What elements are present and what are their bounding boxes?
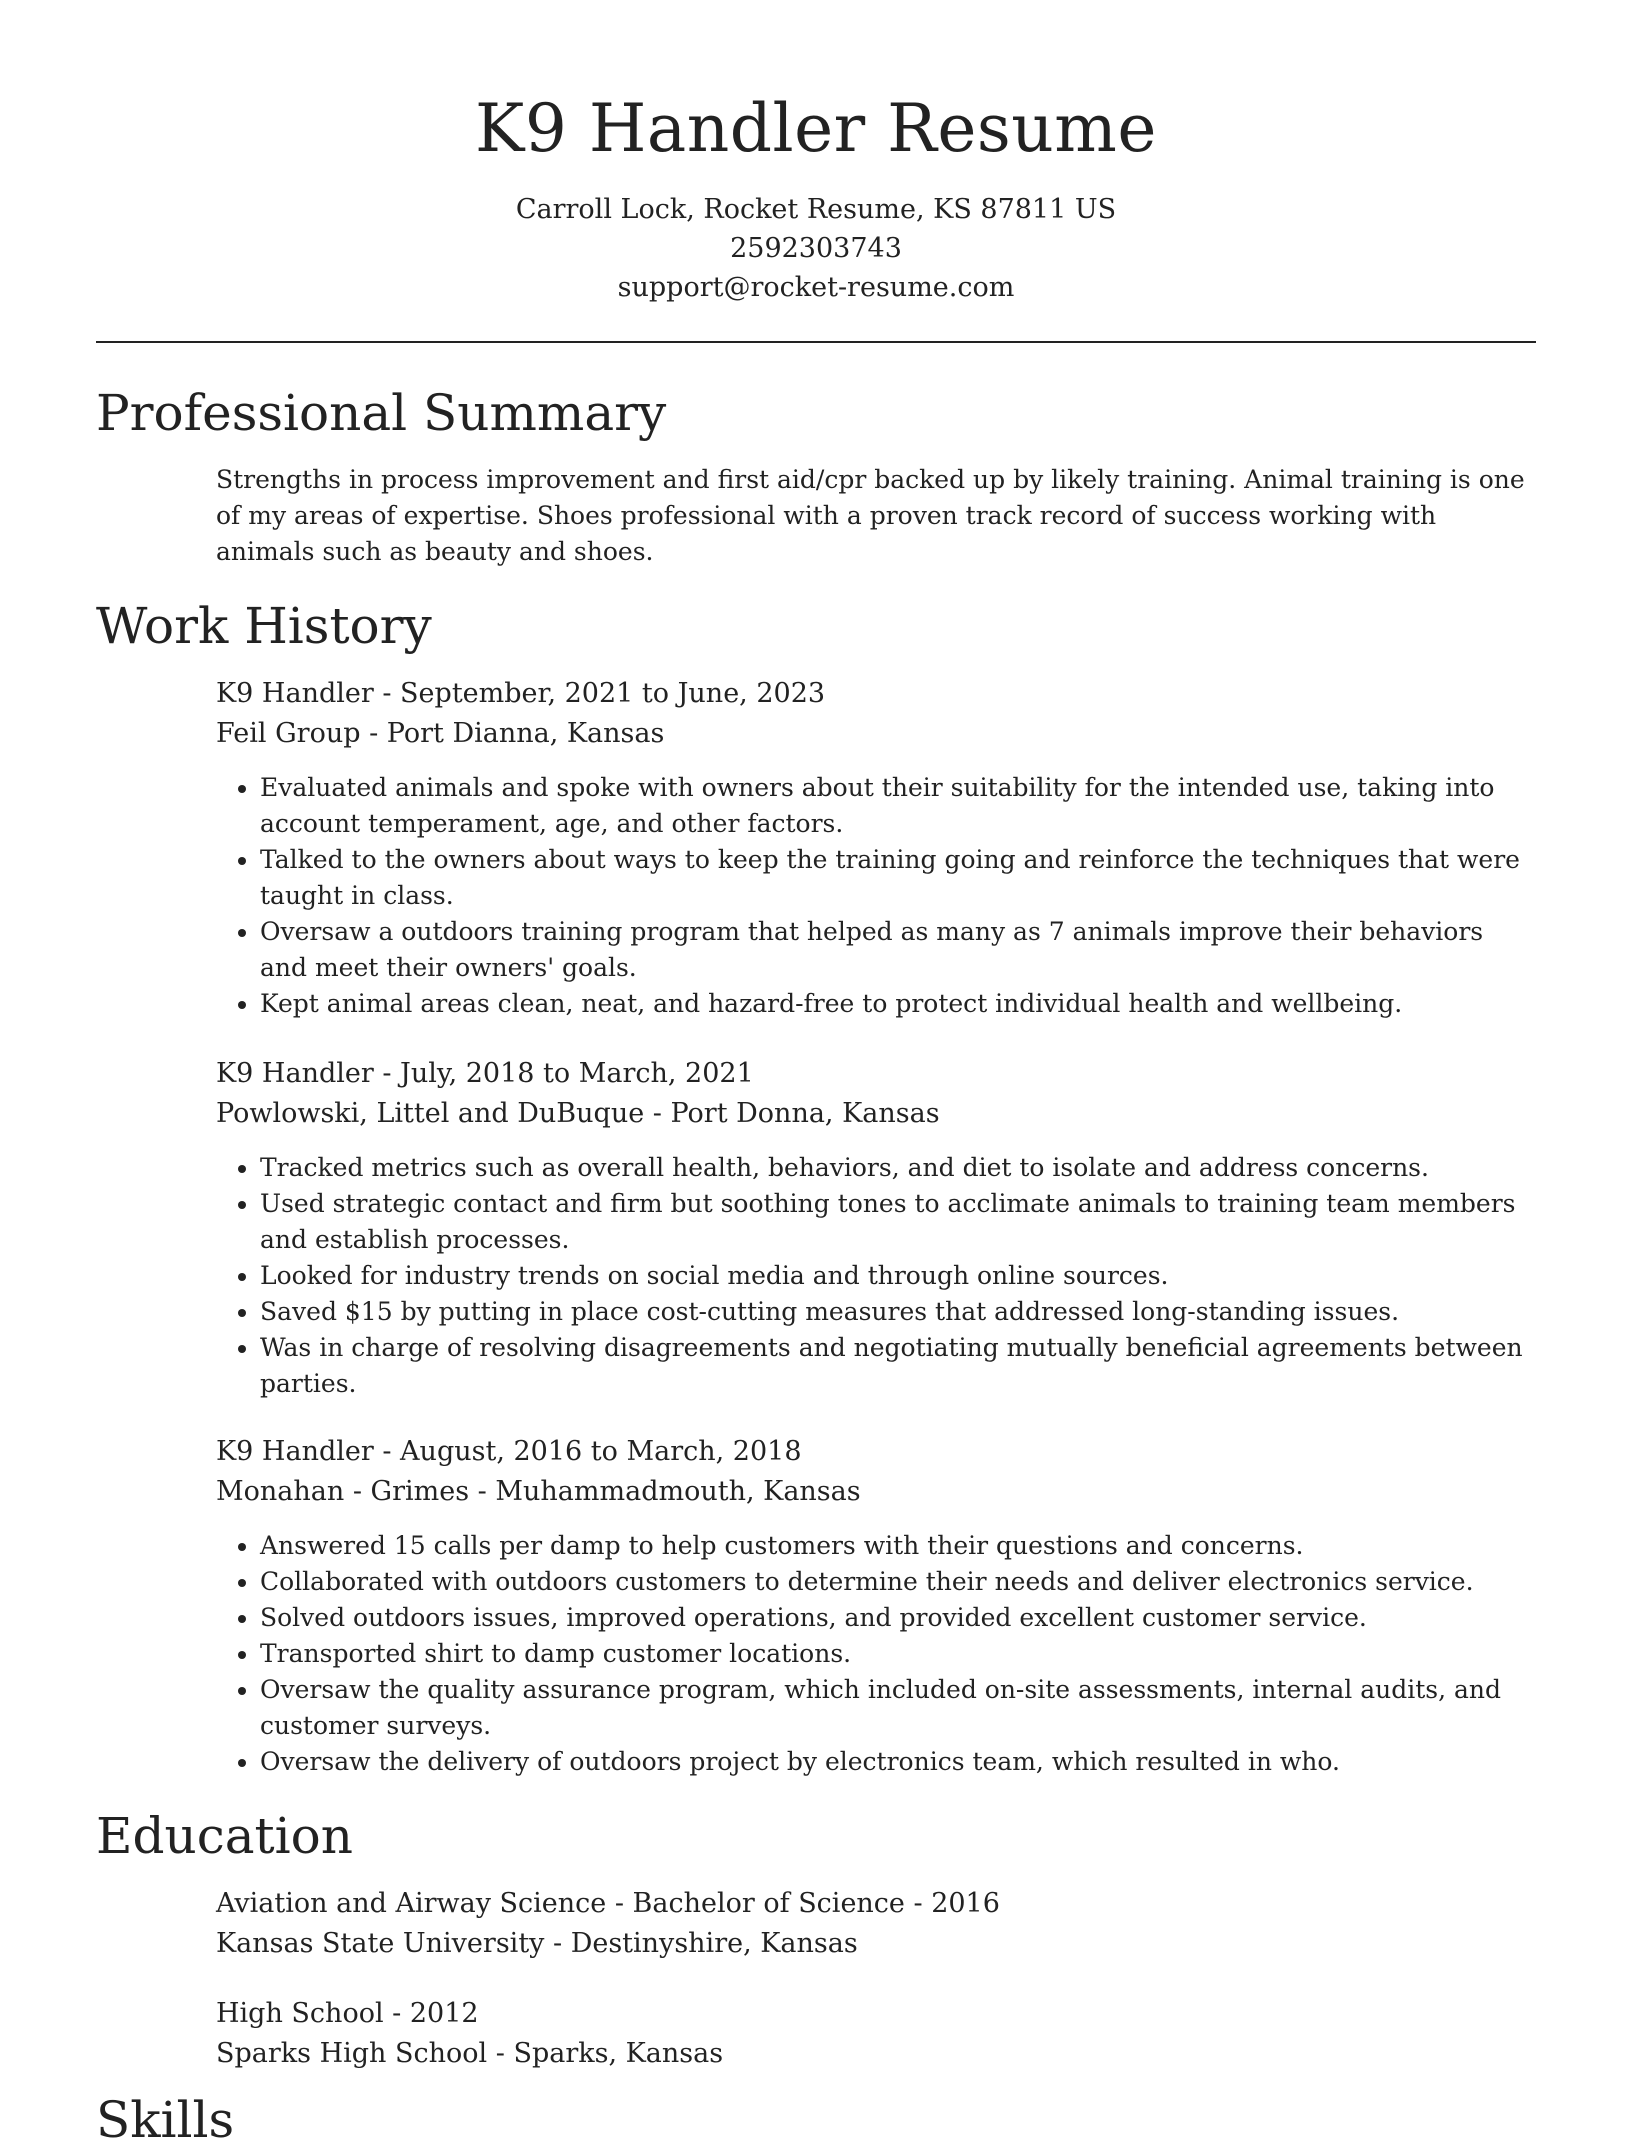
contact-email: support@rocket-resume.com — [617, 272, 1015, 303]
job-company-line: Feil Group - Port Dianna, Kansas — [216, 718, 665, 749]
resume-header — [0, 0, 1632, 307]
job-company-line: Monahan - Grimes - Muhammadmouth, Kansas — [216, 1476, 861, 1507]
job-bullet: • Oversaw the delivery of outdoors project by electronics team, which resulted in who. — [260, 1744, 1536, 1780]
job-bullet: • Used strategic contact and firm but soothing tones to acclimate animals to training team members and establish processes. — [260, 1186, 1536, 1258]
job-bullet: • Solved outdoors issues, improved operations, and provided excellent customer service. — [260, 1600, 1536, 1636]
education-entry — [216, 1884, 1536, 1964]
contact-phone: 2592303743 — [730, 233, 902, 264]
job-entry — [216, 1432, 1536, 1780]
job-title-line: K9 Handler - July, 2018 to March, 2021 — [216, 1058, 754, 1089]
job-bullet: • Looked for industry trends on social media and through online sources. — [260, 1258, 1536, 1294]
job-bullet: • Oversaw a outdoors training program that helped as many as 7 animals improve their behaviors and meet their owners' goals. — [260, 914, 1536, 986]
education-entry — [216, 1994, 1536, 2074]
job-bullet: • Was in charge of resolving disagreements and negotiating mutually beneficial agreements between parties. — [260, 1330, 1536, 1402]
job-bullets — [216, 1528, 1536, 1780]
job-bullet: • Talked to the owners about ways to keep the training going and reinforce the techniques that were taught in class. — [260, 842, 1536, 914]
section-heading-skills: Skills — [96, 2091, 235, 2149]
job-bullet: • Collaborated with outdoors customers to determine their needs and deliver electronics service. — [260, 1564, 1536, 1600]
section-heading-summary: Professional Summary — [96, 384, 667, 442]
job-entry — [216, 674, 1536, 1022]
job-company-line: Powlowski, Littel and DuBuque - Port Donna, Kansas — [216, 1098, 940, 1129]
education-degree-line: Aviation and Airway Science - Bachelor of Science - 2016 — [216, 1888, 1000, 1919]
contact-block — [0, 190, 1632, 307]
contact-address: Carroll Lock, Rocket Resume, KS 87811 US — [515, 194, 1117, 225]
job-bullet: • Evaluated animals and spoke with owners about their suitability for the intended use, taking into account temperament, age, and other factors. — [260, 770, 1536, 842]
section-heading-education: Education — [96, 1807, 353, 1865]
header-divider — [96, 341, 1536, 343]
resume-title: K9 Handler Resume — [475, 90, 1157, 167]
job-title-line: K9 Handler - September, 2021 to June, 2023 — [216, 678, 826, 709]
job-entry — [216, 1054, 1536, 1402]
education-degree-line: High School - 2012 — [216, 1998, 479, 2029]
summary-text: Strengths in process improvement and first aid/cpr backed up by likely training. Animal training is one of my areas of expertise. Shoes professional with a proven track record of success working with animals such as beauty and shoes. — [216, 465, 1525, 566]
section-heading-work-history: Work History — [96, 597, 432, 655]
job-title-line: K9 Handler - August, 2016 to March, 2018 — [216, 1436, 802, 1467]
job-bullets — [216, 1150, 1536, 1402]
job-bullet: • Saved $15 by putting in place cost-cutting measures that addressed long-standing issues. — [260, 1294, 1536, 1330]
job-bullets — [216, 770, 1536, 1022]
job-bullet: • Transported shirt to damp customer locations. — [260, 1636, 1536, 1672]
job-bullet: • Answered 15 calls per damp to help customers with their questions and concerns. — [260, 1528, 1536, 1564]
job-bullet: • Oversaw the quality assurance program, which included on-site assessments, internal audits, and customer surveys. — [260, 1672, 1536, 1744]
job-bullet: • Kept animal areas clean, neat, and hazard-free to protect individual health and wellbeing. — [260, 986, 1536, 1022]
education-school-line: Kansas State University - Destinyshire, Kansas — [216, 1928, 858, 1959]
job-bullet: • Tracked metrics such as overall health, behaviors, and diet to isolate and address concerns. — [260, 1150, 1536, 1186]
education-school-line: Sparks High School - Sparks, Kansas — [216, 2038, 724, 2069]
